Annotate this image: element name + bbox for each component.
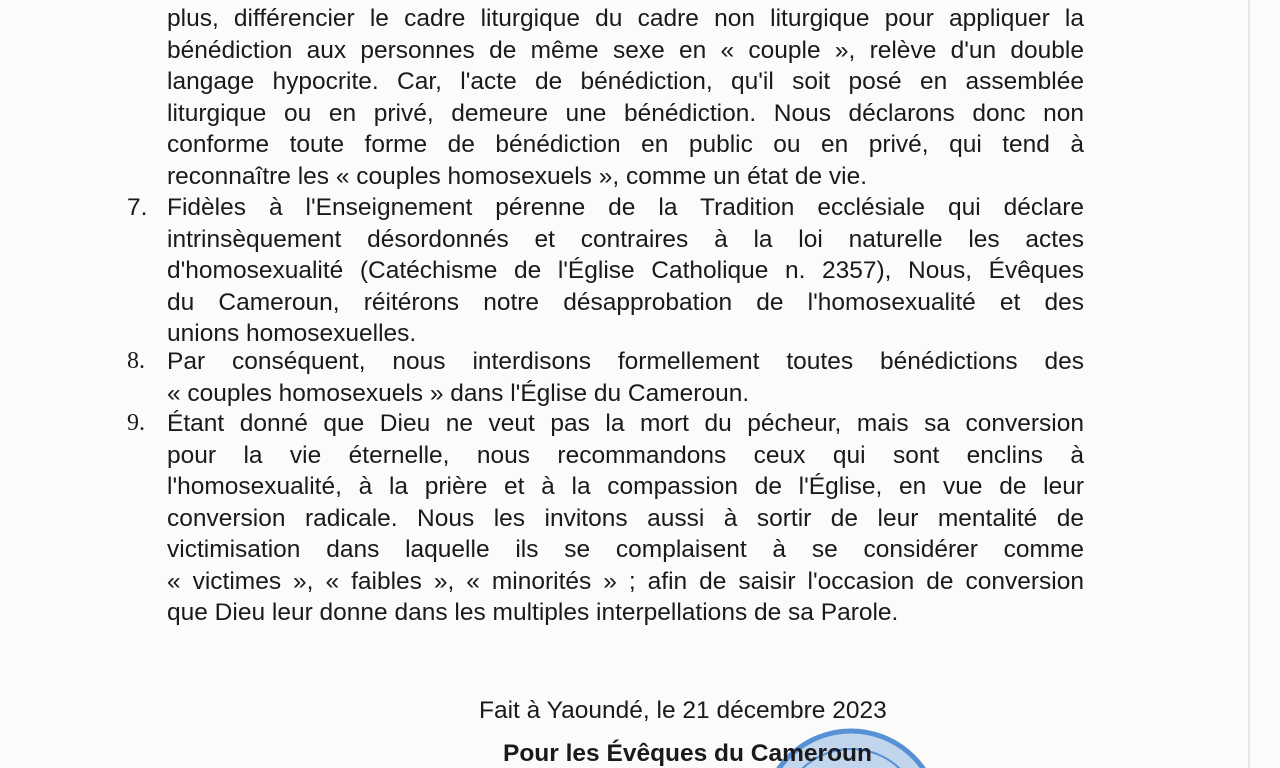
list-number: 8. [127, 348, 145, 374]
list-item-9 [127, 408, 1084, 629]
text-line: l'homosexualité, à la prière et à la compassion de l'Église, en vue de leur [167, 473, 1084, 500]
text-line: « couples homosexuels » dans l'Église du Cameroun. [167, 379, 750, 407]
paragraph-6-continuation [167, 3, 1084, 192]
text-line: pour la vie éternelle, nous recommandons ceux qui sont enclins à [167, 441, 1084, 469]
text-line: plus, différencier le cadre liturgique du cadre non liturgique pour appliquer la [167, 5, 1084, 32]
text-line: reconnaître les « couples homosexuels », comme un état de vie. [167, 162, 867, 190]
text-line: conversion radicale. Nous les invitons aussi à sortir de leur mentalité de [167, 504, 1084, 532]
text-line: Fidèles à l'Enseignement pérenne de la Tradition ecclésiale qui déclare [167, 194, 1084, 221]
text-line: « victimes », « faibles », « minorités » ; afin de saisir l'occasion de conversion [167, 567, 1084, 595]
list-number: 7. [127, 194, 148, 221]
text-line: bénédiction aux personnes de même sexe en « couple », relève d'un double [167, 36, 1084, 64]
text-line: conforme toute forme de bénédiction en public ou en privé, qui tend à [167, 131, 1084, 158]
text-line: d'homosexualité (Catéchisme de l'Église Catholique n. 2357), Nous, Évêques [167, 257, 1084, 284]
place-and-date: Fait à Yaoundé, le 21 décembre 2023 [479, 697, 887, 724]
text-line: que Dieu leur donne dans les multiples interpellations de sa Parole. [167, 599, 899, 626]
list-item-8 [127, 346, 1084, 409]
cut-off-line [167, 0, 1084, 3]
text-line: langage hypocrite. Car, l'acte de bénédiction, qu'il soit posé en assemblée [167, 68, 1084, 95]
text-line: Par conséquent, nous interdisons formellement toutes bénédictions des [167, 348, 1084, 375]
text-line: intrinsèquement désordonnés et contraires à la loi naturelle les actes [167, 225, 1084, 253]
text-line: Étant donné que Dieu ne veut pas la mort du pécheur, mais sa conversion [167, 410, 1084, 437]
signoff-line: Pour les Évêques du Cameroun [503, 740, 872, 767]
text-line: unions homosexuelles. [167, 320, 417, 347]
text-line: victimisation dans laquelle ils se complaisent à se considérer comme [167, 536, 1084, 563]
list-item-7 [127, 192, 1084, 350]
text-line: liturgique ou en privé, demeure une bénédiction. Nous déclarons donc non [167, 99, 1084, 127]
list-number: 9. [127, 410, 145, 436]
text-line: du Cameroun, réitérons notre désapprobation de l'homosexualité et des [167, 288, 1084, 316]
page-edge-shadow [1248, 0, 1250, 768]
